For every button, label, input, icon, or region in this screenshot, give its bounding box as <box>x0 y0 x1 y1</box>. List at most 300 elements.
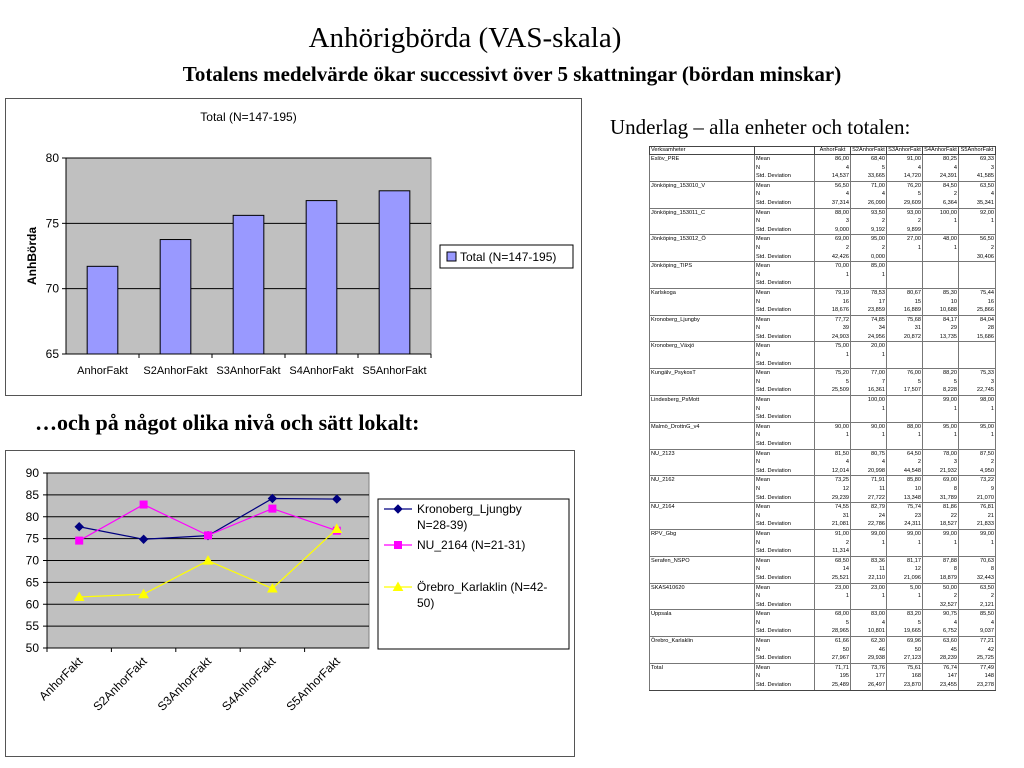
table-value-cell: 1 <box>923 405 959 414</box>
table-stat-cell: Std. Deviation <box>755 253 815 262</box>
table-value-cell: 21,070 <box>959 494 996 503</box>
legend-label: Örebro_Karlaklin (N=42- <box>417 580 548 594</box>
table-value-cell: 45 <box>923 646 959 655</box>
table-value-cell: 2,121 <box>959 601 996 610</box>
marker-square <box>76 537 83 544</box>
page-subtitle: Totalens medelvärde ökar successivt över 5 skattningar (bördan minskar) <box>182 62 842 86</box>
table-row <box>650 592 996 601</box>
table-value-cell: 81,86 <box>923 503 959 512</box>
table-row <box>650 440 996 449</box>
table-value-cell <box>815 360 851 369</box>
table-value-cell <box>887 405 923 414</box>
table-value-cell: 33,665 <box>851 172 887 181</box>
table-value-cell: 25,509 <box>815 386 851 395</box>
table-value-cell <box>851 279 887 288</box>
table-unit-cell <box>650 539 755 548</box>
table-value-cell: 77,21 <box>959 637 996 646</box>
table-value-cell <box>815 279 851 288</box>
table-value-cell: 81,50 <box>815 449 851 458</box>
table-row <box>650 467 996 476</box>
table-value-cell <box>887 342 923 351</box>
table-value-cell <box>887 351 923 360</box>
table-value-cell: 24 <box>851 512 887 521</box>
table-value-cell: 82,79 <box>851 503 887 512</box>
table-value-cell: 2 <box>887 217 923 226</box>
table-value-cell: 69,00 <box>815 235 851 244</box>
table-value-cell <box>959 547 996 556</box>
table-header-cell: Verksamheter <box>650 147 755 155</box>
y-tick-label: 80 <box>25 509 39 524</box>
table-unit-cell: Jönköping_153012_Ö <box>650 235 755 244</box>
table-unit-cell: RPV_Gbg <box>650 529 755 538</box>
y-tick-label: 80 <box>45 151 59 165</box>
table-value-cell: 87,50 <box>959 449 996 458</box>
table-value-cell: 5 <box>887 378 923 387</box>
table-unit-cell <box>650 547 755 556</box>
table-row <box>650 244 996 253</box>
table-value-cell: 88,00 <box>887 422 923 431</box>
table-value-cell: 63,50 <box>959 583 996 592</box>
table-value-cell: 147 <box>923 672 959 681</box>
table-value-cell: 73,22 <box>959 476 996 485</box>
table-value-cell: 69,33 <box>959 155 996 164</box>
table-value-cell: 98,00 <box>959 396 996 405</box>
table-stat-cell: Mean <box>755 637 815 646</box>
y-tick-label: 60 <box>25 597 39 612</box>
table-row <box>650 610 996 619</box>
table-unit-cell <box>650 405 755 414</box>
table-value-cell: 1 <box>851 351 887 360</box>
table-value-cell: 50,00 <box>923 583 959 592</box>
table-value-cell: 5 <box>887 190 923 199</box>
table-row <box>650 279 996 288</box>
table-value-cell: 50 <box>887 646 923 655</box>
table-value-cell: 21,081 <box>815 520 851 529</box>
legend <box>440 245 573 268</box>
table-value-cell: 1 <box>923 539 959 548</box>
y-tick-label: 65 <box>25 575 39 590</box>
table-value-cell: 27,967 <box>815 654 851 663</box>
table-value-cell <box>815 601 851 610</box>
table-value-cell: 26,497 <box>851 681 887 690</box>
table-value-cell: 11 <box>851 565 887 574</box>
x-tick-label: S2AnhorFakt <box>143 365 208 377</box>
table-stat-cell: Mean <box>755 181 815 190</box>
table-value-cell: 68,40 <box>851 155 887 164</box>
table-row <box>650 627 996 636</box>
table-value-cell: 1 <box>887 592 923 601</box>
legend-label: 50) <box>417 596 435 610</box>
table-stat-cell: Std. Deviation <box>755 386 815 395</box>
table-value-cell: 12,014 <box>815 467 851 476</box>
table-value-cell: 39 <box>815 324 851 333</box>
table-unit-cell <box>650 298 755 307</box>
table-value-cell: 71,91 <box>851 476 887 485</box>
table-row <box>650 458 996 467</box>
table-value-cell: 86,00 <box>815 155 851 164</box>
table-value-cell: 32,527 <box>923 601 959 610</box>
table-value-cell: 19,665 <box>887 627 923 636</box>
table-stat-cell: N <box>755 672 815 681</box>
table-value-cell: 14,720 <box>887 172 923 181</box>
legend-label: Kronoberg_Ljungby <box>417 502 522 516</box>
table-value-cell: 1 <box>959 431 996 440</box>
table-stat-cell: N <box>755 378 815 387</box>
table-value-cell: 88,20 <box>923 369 959 378</box>
table-stat-cell: N <box>755 619 815 628</box>
table-value-cell: 37,314 <box>815 199 851 208</box>
table-value-cell <box>887 271 923 280</box>
marker-square <box>205 532 212 539</box>
table-value-cell: 20,00 <box>851 342 887 351</box>
y-tick-label: 55 <box>25 619 39 634</box>
table-value-cell: 76,20 <box>887 181 923 190</box>
table-value-cell <box>923 547 959 556</box>
table-value-cell: 80,25 <box>923 155 959 164</box>
table-value-cell: 2 <box>923 592 959 601</box>
table-header-cell <box>755 147 815 155</box>
table-stat-cell: Mean <box>755 610 815 619</box>
table-value-cell: 1 <box>815 271 851 280</box>
table-value-cell <box>923 351 959 360</box>
marker-square <box>395 542 402 549</box>
table-value-cell: 1 <box>923 217 959 226</box>
table-value-cell: 100,00 <box>923 208 959 217</box>
table-value-cell <box>887 253 923 262</box>
table-value-cell: 16,361 <box>851 386 887 395</box>
table-value-cell: 28,965 <box>815 627 851 636</box>
table-value-cell: 31 <box>815 512 851 521</box>
table-stat-cell: N <box>755 539 815 548</box>
table-stat-cell: N <box>755 485 815 494</box>
bar-chart-svg <box>6 99 581 395</box>
table-value-cell: 61,66 <box>815 637 851 646</box>
table-value-cell: 1 <box>851 431 887 440</box>
table-value-cell: 31 <box>887 324 923 333</box>
table-value-cell: 26,090 <box>851 199 887 208</box>
table-value-cell: 4 <box>887 164 923 173</box>
table-unit-cell: NU_2164 <box>650 503 755 512</box>
table-value-cell <box>959 262 996 271</box>
table-value-cell: 73,76 <box>851 663 887 672</box>
table-unit-cell: Uppsala <box>650 610 755 619</box>
table-value-cell: 4 <box>815 190 851 199</box>
table-value-cell: 76,74 <box>923 663 959 672</box>
table-value-cell: 73,25 <box>815 476 851 485</box>
table-value-cell <box>959 279 996 288</box>
table-value-cell <box>923 413 959 422</box>
table-row <box>650 494 996 503</box>
table-value-cell <box>923 360 959 369</box>
table-value-cell: 1 <box>959 539 996 548</box>
table-stat-cell: Std. Deviation <box>755 333 815 342</box>
table-value-cell: 77,72 <box>815 315 851 324</box>
table-value-cell: 75,44 <box>959 288 996 297</box>
table-value-cell: 93,00 <box>887 208 923 217</box>
table-unit-cell: Jönköping_153010_V <box>650 181 755 190</box>
table-value-cell <box>887 396 923 405</box>
table-value-cell: 95,00 <box>851 235 887 244</box>
table-value-cell: 1 <box>887 539 923 548</box>
table-value-cell: 80,75 <box>851 449 887 458</box>
x-tick-label: S3AnhorFakt <box>154 654 215 714</box>
table-value-cell: 177 <box>851 672 887 681</box>
table-value-cell: 87,88 <box>923 556 959 565</box>
table-value-cell <box>851 360 887 369</box>
legend-swatch <box>447 252 456 261</box>
table-value-cell: 70,00 <box>815 262 851 271</box>
table-row <box>650 547 996 556</box>
table-value-cell: 75,74 <box>887 503 923 512</box>
table-value-cell <box>959 342 996 351</box>
table-value-cell: 50 <box>815 646 851 655</box>
table-value-cell <box>851 601 887 610</box>
table-value-cell: 46 <box>851 646 887 655</box>
table-value-cell: 18,527 <box>923 520 959 529</box>
table-unit-cell <box>650 360 755 369</box>
table-unit-cell <box>650 440 755 449</box>
bar <box>160 240 191 354</box>
table-value-cell: 1 <box>851 405 887 414</box>
table-value-cell: 17 <box>851 298 887 307</box>
table-stat-cell: N <box>755 646 815 655</box>
table-value-cell: 23,278 <box>959 681 996 690</box>
table-row <box>650 654 996 663</box>
table-value-cell: 5 <box>815 619 851 628</box>
table-unit-cell <box>650 271 755 280</box>
table-stat-cell: Std. Deviation <box>755 413 815 422</box>
table-value-cell: 1 <box>851 592 887 601</box>
table-value-cell: 1 <box>959 405 996 414</box>
table-unit-cell <box>650 467 755 476</box>
table-value-cell: 1 <box>851 271 887 280</box>
table-header-cell: S5AnhorFakt <box>959 147 996 155</box>
table-value-cell: 99,00 <box>923 396 959 405</box>
local-heading: …och på något olika nivå och sätt lokalt: <box>35 410 420 435</box>
table-row <box>650 637 996 646</box>
table-stat-cell: Std. Deviation <box>755 467 815 476</box>
y-tick-label: 90 <box>25 466 39 480</box>
table-value-cell: 24,391 <box>923 172 959 181</box>
x-tick-label: S2AnhorFakt <box>90 654 150 714</box>
table-value-cell: 99,00 <box>887 529 923 538</box>
table-stat-cell: Mean <box>755 208 815 217</box>
x-tick-label: AnhorFakt <box>36 654 86 704</box>
table-stat-cell: N <box>755 324 815 333</box>
table-value-cell: 56,50 <box>815 181 851 190</box>
table-stat-cell: Mean <box>755 315 815 324</box>
table-value-cell: 13,735 <box>923 333 959 342</box>
table-value-cell: 90,75 <box>923 610 959 619</box>
table-value-cell <box>887 279 923 288</box>
table-header-cell: AnhorFakt <box>815 147 851 155</box>
table-value-cell: 8 <box>959 565 996 574</box>
table-unit-cell: Eslöv_PRE <box>650 155 755 164</box>
table-value-cell: 1 <box>887 244 923 253</box>
table-unit-cell <box>650 306 755 315</box>
table-value-cell: 48,00 <box>923 235 959 244</box>
table-unit-cell: Lindesberg_PsMott <box>650 396 755 405</box>
table-value-cell: 42 <box>959 646 996 655</box>
table-value-cell: 84,17 <box>923 315 959 324</box>
x-tick-label: S4AnhorFakt <box>289 365 354 377</box>
table-value-cell: 83,36 <box>851 556 887 565</box>
table-value-cell: 10,688 <box>923 306 959 315</box>
table-stat-cell: N <box>755 405 815 414</box>
table-value-cell: 81,17 <box>887 556 923 565</box>
table-value-cell: 1 <box>959 217 996 226</box>
table-value-cell: 3 <box>959 164 996 173</box>
y-axis-label: AnhBörda <box>25 227 39 285</box>
table-value-cell: 2 <box>959 458 996 467</box>
table-header-cell: S2AnhorFakt <box>852 147 885 153</box>
table-value-cell <box>887 601 923 610</box>
table-row <box>650 663 996 672</box>
table-stat-cell: Std. Deviation <box>755 440 815 449</box>
table-unit-cell: Total <box>650 663 755 672</box>
table-value-cell: 27,00 <box>887 235 923 244</box>
table-value-cell: 12 <box>887 565 923 574</box>
y-tick-label: 70 <box>25 553 39 568</box>
table-unit-cell <box>650 431 755 440</box>
table-value-cell: 8,228 <box>923 386 959 395</box>
page-title: Anhörigbörda (VAS-skala) <box>308 22 622 54</box>
table-value-cell: 3 <box>959 378 996 387</box>
table-value-cell: 30,406 <box>959 253 996 262</box>
table-value-cell: 16,889 <box>887 306 923 315</box>
table-value-cell: 15 <box>887 298 923 307</box>
table-value-cell: 6,364 <box>923 199 959 208</box>
table-value-cell: 29 <box>923 324 959 333</box>
table-value-cell: 2 <box>851 217 887 226</box>
table-value-cell: 80,67 <box>887 288 923 297</box>
y-tick-label: 50 <box>25 641 39 655</box>
table-row <box>650 208 996 217</box>
table-value-cell: 68,50 <box>815 556 851 565</box>
table-value-cell: 75,33 <box>959 369 996 378</box>
table-stat-cell: Std. Deviation <box>755 520 815 529</box>
table-value-cell: 25,521 <box>815 574 851 583</box>
table-value-cell: 2 <box>959 592 996 601</box>
table-value-cell: 0,000 <box>851 253 887 262</box>
table-value-cell: 4 <box>923 619 959 628</box>
table-unit-cell <box>650 654 755 663</box>
table-value-cell: 17,507 <box>887 386 923 395</box>
table-value-cell: 195 <box>815 672 851 681</box>
table-unit-cell <box>650 324 755 333</box>
legend-label: NU_2164 (N=21-31) <box>417 538 526 552</box>
legend <box>378 499 569 649</box>
table-value-cell: 75,68 <box>887 315 923 324</box>
table-value-cell: 63,50 <box>959 181 996 190</box>
table-value-cell: 70,63 <box>959 556 996 565</box>
table-value-cell: 12 <box>815 485 851 494</box>
table-unit-cell <box>650 351 755 360</box>
table-heading: Underlag – alla enheter och totalen: <box>610 115 911 139</box>
table-value-cell <box>887 547 923 556</box>
table-unit-cell: Serafen_NSPO <box>650 556 755 565</box>
table-value-cell: 99,00 <box>959 529 996 538</box>
legend-label: Total (N=147-195) <box>460 250 557 264</box>
table-stat-cell: N <box>755 271 815 280</box>
table-unit-cell: Malmö_DrottnG_v4 <box>650 422 755 431</box>
table-stat-cell: N <box>755 244 815 253</box>
table-value-cell: 11,314 <box>815 547 851 556</box>
table-value-cell: 22 <box>923 512 959 521</box>
table-stat-cell: Std. Deviation <box>755 306 815 315</box>
table-row <box>650 476 996 485</box>
table-stat-cell: Std. Deviation <box>755 172 815 181</box>
table-stat-cell: Std. Deviation <box>755 654 815 663</box>
table-value-cell: 4 <box>851 458 887 467</box>
table-value-cell: 24,311 <box>887 520 923 529</box>
table-row <box>650 405 996 414</box>
table-value-cell: 23,870 <box>887 681 923 690</box>
table-value-cell: 95,00 <box>959 422 996 431</box>
table-row <box>650 181 996 190</box>
table-unit-cell: Jönköping_TIPS <box>650 262 755 271</box>
table-value-cell: 4 <box>815 164 851 173</box>
table-value-cell: 10,801 <box>851 627 887 636</box>
table-row <box>650 271 996 280</box>
table-stat-cell: Mean <box>755 503 815 512</box>
table-row <box>650 199 996 208</box>
table-value-cell: 1 <box>815 431 851 440</box>
table-value-cell <box>923 440 959 449</box>
table-row <box>650 619 996 628</box>
x-tick-label: S5AnhorFakt <box>283 654 343 714</box>
table-value-cell: 99,00 <box>851 529 887 538</box>
table-stat-cell: Mean <box>755 235 815 244</box>
line-chart-local <box>5 450 575 757</box>
table-value-cell <box>851 440 887 449</box>
bar <box>87 266 118 354</box>
chart-title: Total (N=147-195) <box>200 110 297 124</box>
table-value-cell: 3 <box>923 458 959 467</box>
table-value-cell: 25,725 <box>959 654 996 663</box>
table-value-cell: 85,50 <box>959 610 996 619</box>
table-value-cell: 6,752 <box>923 627 959 636</box>
table-value-cell: 92,00 <box>959 208 996 217</box>
table-value-cell: 25,866 <box>959 306 996 315</box>
table-value-cell: 71,71 <box>815 663 851 672</box>
table-stat-cell: Std. Deviation <box>755 681 815 690</box>
table-value-cell: 27,722 <box>851 494 887 503</box>
marker-square <box>140 501 147 508</box>
table-row <box>650 324 996 333</box>
table-row <box>650 601 996 610</box>
bar <box>306 201 337 354</box>
table-value-cell <box>959 440 996 449</box>
table-value-cell: 20,998 <box>851 467 887 476</box>
table-stat-cell: Mean <box>755 396 815 405</box>
table-value-cell: 18,879 <box>923 574 959 583</box>
table-row <box>650 262 996 271</box>
table-value-cell: 13,348 <box>887 494 923 503</box>
table-value-cell <box>923 253 959 262</box>
table-unit-cell: NU_2123 <box>650 449 755 458</box>
table-value-cell: 84,50 <box>923 181 959 190</box>
table-value-cell: 2 <box>887 458 923 467</box>
table-value-cell: 9,899 <box>887 226 923 235</box>
table-row <box>650 315 996 324</box>
table-value-cell: 77,00 <box>851 369 887 378</box>
y-tick-label: 75 <box>45 216 59 231</box>
table-value-cell: 5 <box>815 378 851 387</box>
table-unit-cell: Karlskoga <box>650 288 755 297</box>
table-value-cell <box>851 413 887 422</box>
table-value-cell: 22,786 <box>851 520 887 529</box>
